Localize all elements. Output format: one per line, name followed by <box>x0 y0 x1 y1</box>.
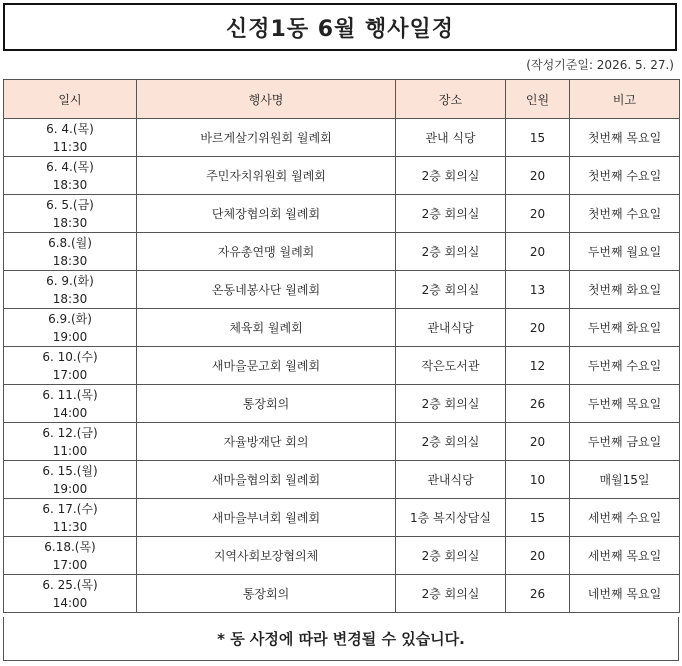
cell-time: 19:00 <box>52 481 88 496</box>
table-row <box>4 119 680 157</box>
cell-event: 지역사회보장협의체 <box>137 537 396 575</box>
cell-date: 6. 9.(화) <box>46 273 94 288</box>
cell-place: 2층 회의실 <box>396 271 506 309</box>
cell-place: 2층 회의실 <box>396 575 506 613</box>
cell-datetime <box>4 119 137 157</box>
page-title: 신정1동 6월 행사일정 <box>3 3 677 51</box>
cell-date: 6. 17.(수) <box>42 501 98 516</box>
cell-event: 단체장협의회 월례회 <box>137 195 396 233</box>
cell-place: 2층 회의실 <box>396 157 506 195</box>
cell-place: 관내식당 <box>396 461 506 499</box>
col-header-note: 비고 <box>570 80 680 119</box>
cell-note: 세번째 목요일 <box>570 537 680 575</box>
col-header-people: 인원 <box>506 80 570 119</box>
cell-note: 두번째 화요일 <box>570 309 680 347</box>
cell-note: 첫번째 수요일 <box>570 157 680 195</box>
cell-time: 11:30 <box>52 139 88 154</box>
cell-date: 6. 25.(목) <box>42 577 98 592</box>
footer-note: * 동 사정에 따라 변경될 수 있습니다. <box>3 617 679 661</box>
cell-place: 2층 회의실 <box>396 423 506 461</box>
cell-people: 20 <box>506 309 570 347</box>
cell-note: 매월15일 <box>570 461 680 499</box>
cell-note: 두번째 월요일 <box>570 233 680 271</box>
cell-time: 14:00 <box>52 595 88 610</box>
table-row <box>4 537 680 575</box>
cell-time: 18:30 <box>52 291 88 306</box>
cell-note: 첫번째 목요일 <box>570 119 680 157</box>
cell-event: 새마을부녀회 월례회 <box>137 499 396 537</box>
table-row <box>4 347 680 385</box>
cell-people: 26 <box>506 575 570 613</box>
cell-place: 2층 회의실 <box>396 233 506 271</box>
cell-people: 20 <box>506 423 570 461</box>
cell-datetime <box>4 195 137 233</box>
cell-datetime <box>4 423 137 461</box>
cell-place: 관내 식당 <box>396 119 506 157</box>
cell-people: 12 <box>506 347 570 385</box>
cell-people: 20 <box>506 195 570 233</box>
cell-note: 두번째 목요일 <box>570 385 680 423</box>
cell-datetime <box>4 575 137 613</box>
cell-people: 15 <box>506 119 570 157</box>
cell-event: 새마을협의회 월례회 <box>137 461 396 499</box>
cell-place: 2층 회의실 <box>396 385 506 423</box>
cell-datetime <box>4 385 137 423</box>
cell-time: 18:30 <box>52 177 88 192</box>
cell-time: 18:30 <box>52 215 88 230</box>
cell-date: 6. 11.(목) <box>42 387 98 402</box>
table-row <box>4 575 680 613</box>
cell-place: 작은도서관 <box>396 347 506 385</box>
table-row <box>4 499 680 537</box>
cell-people: 13 <box>506 271 570 309</box>
cell-event: 체육회 월례회 <box>137 309 396 347</box>
cell-people: 10 <box>506 461 570 499</box>
cell-date: 6.18.(목) <box>44 539 96 554</box>
cell-time: 11:30 <box>52 519 88 534</box>
cell-note: 세번째 수요일 <box>570 499 680 537</box>
cell-datetime <box>4 271 137 309</box>
table-row <box>4 195 680 233</box>
table-row <box>4 157 680 195</box>
col-header-event: 행사명 <box>137 80 396 119</box>
cell-note: 첫번째 화요일 <box>570 271 680 309</box>
col-header-place: 장소 <box>396 80 506 119</box>
cell-date: 6. 4.(목) <box>46 121 94 136</box>
table-row <box>4 385 680 423</box>
cell-event: 새마을문고회 월례회 <box>137 347 396 385</box>
cell-datetime <box>4 537 137 575</box>
cell-place: 2층 회의실 <box>396 537 506 575</box>
schedule-table <box>3 79 680 613</box>
cell-people: 20 <box>506 157 570 195</box>
cell-datetime <box>4 157 137 195</box>
cell-date: 6. 4.(목) <box>46 159 94 174</box>
table-row <box>4 423 680 461</box>
cell-people: 15 <box>506 499 570 537</box>
table-row <box>4 271 680 309</box>
cell-event: 바르게살기위원회 월례회 <box>137 119 396 157</box>
cell-date: 6. 12.(금) <box>42 425 98 440</box>
cell-time: 18:30 <box>52 253 88 268</box>
cell-date: 6. 15.(월) <box>42 463 98 478</box>
cell-datetime <box>4 309 137 347</box>
cell-event: 통장회의 <box>137 385 396 423</box>
cell-place: 1층 복지상담실 <box>396 499 506 537</box>
date-note: (작성기준일: 2026. 5. 27.) <box>526 58 674 72</box>
cell-people: 26 <box>506 385 570 423</box>
cell-datetime <box>4 461 137 499</box>
cell-time: 11:00 <box>52 443 88 458</box>
cell-datetime <box>4 499 137 537</box>
cell-time: 17:00 <box>52 557 88 572</box>
cell-time: 17:00 <box>52 367 88 382</box>
cell-date: 6. 10.(수) <box>42 349 98 364</box>
cell-note: 두번째 금요일 <box>570 423 680 461</box>
cell-event: 주민자치위원회 월례회 <box>137 157 396 195</box>
cell-note: 네번째 목요일 <box>570 575 680 613</box>
cell-people: 20 <box>506 537 570 575</box>
table-row <box>4 233 680 271</box>
cell-event: 자율방재단 회의 <box>137 423 396 461</box>
cell-note: 두번째 수요일 <box>570 347 680 385</box>
cell-place: 관내식당 <box>396 309 506 347</box>
cell-date: 6.9.(화) <box>48 311 92 326</box>
col-header-date: 일시 <box>4 80 137 119</box>
cell-time: 14:00 <box>52 405 88 420</box>
table-row <box>4 309 680 347</box>
cell-time: 19:00 <box>52 329 88 344</box>
cell-event: 온동네봉사단 월례회 <box>137 271 396 309</box>
cell-date: 6.8.(월) <box>48 235 92 250</box>
cell-event: 자유총연맹 월례회 <box>137 233 396 271</box>
cell-note: 첫번째 수요일 <box>570 195 680 233</box>
cell-datetime <box>4 347 137 385</box>
cell-place: 2층 회의실 <box>396 195 506 233</box>
cell-date: 6. 5.(금) <box>46 197 94 212</box>
cell-people: 20 <box>506 233 570 271</box>
table-row <box>4 461 680 499</box>
header-row <box>4 80 680 119</box>
cell-event: 통장회의 <box>137 575 396 613</box>
cell-datetime <box>4 233 137 271</box>
